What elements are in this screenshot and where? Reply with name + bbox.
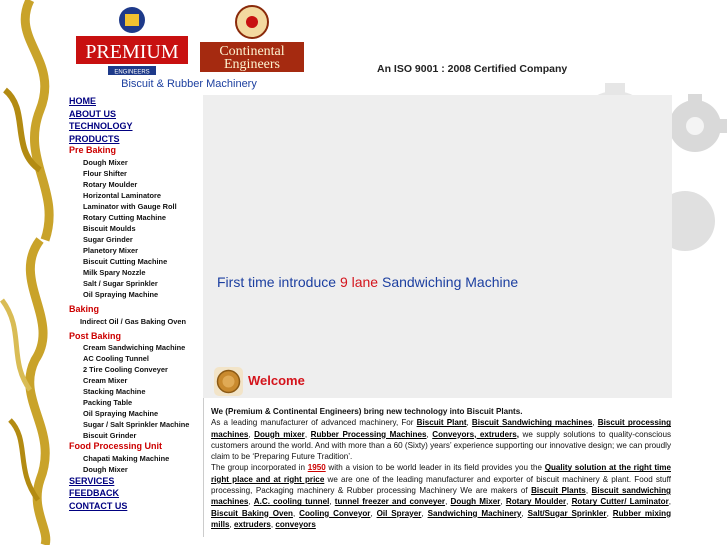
nav-item-oil-spraying-post[interactable]: Oil Spraying Machine [83, 409, 159, 419]
link-rotary-moulder[interactable]: Rotary Moulder [505, 497, 567, 507]
nav-item-oil-spraying[interactable]: Oil Spraying Machine [83, 289, 159, 299]
decorative-swirl-strip [0, 0, 62, 545]
premium-logo-sub: ENGINEERS [114, 69, 150, 76]
nav-item-horizontal-laminatore[interactable]: Horizontal Laminatore [83, 190, 162, 200]
nav-item-cream-sandwiching[interactable]: Cream Sandwiching Machine [83, 343, 186, 353]
headline-post: Sandwiching Machine [378, 274, 519, 290]
nav-item-stacking-machine[interactable]: Stacking Machine [83, 387, 146, 397]
intro-lead: We (Premium & Continental Engineers) bring new technology into Biscuit Plants. [211, 407, 523, 416]
headline-pre: First time introduce [217, 274, 340, 290]
continental-logo-line1: Continental [219, 44, 285, 59]
nav-item-rotary-cutting[interactable]: Rotary Cutting Machine [83, 212, 166, 222]
nav-item-tire-cooling-conveyer[interactable]: 2 Tire Cooling Conveyer [83, 365, 168, 375]
link-sandwiching-machinery[interactable]: Sandwiching Machinery [427, 508, 522, 518]
link-biscuit-sandwiching-machines[interactable]: Biscuit Sandwiching machines [471, 418, 593, 428]
link-biscuit-sandwiching[interactable]: Biscuit sandwiching machines [211, 486, 671, 507]
link-oil-sprayer[interactable]: Oil Sprayer [376, 508, 422, 518]
nav-item-biscuit-cutting[interactable]: Biscuit Cutting Machine [83, 256, 168, 266]
nav-home[interactable]: HOME [69, 96, 96, 106]
site-header [62, 0, 316, 95]
link-baking-oven[interactable]: Biscuit Baking Oven [211, 508, 293, 518]
intro-content: We (Premium & Continental Engineers) bring new technology into Biscuit Plants. As a leading manufacturer of advanced machinery, For Biscuit Plant, Biscuit Sandwiching machines, Biscuit processing machines, Dough mixer, Rubber Processing Machines, Conveyors, extruders, we supply solutions to quality-conscious customers around the world. And with more than a 60 (Sixty) years’ experience supporting our innovative design; we can proudly claim to be ‘Preparing Future Tradition’. The group incorporated in 1950 with a vision to be world leader in its field provides you the Quality solution at the right time right place and at right price we are one of the leading manufacturer and exporter of biscuit machinery & plant. Food stuff processing, Packaging machinery & Rubber processing Machinery We are makers of Biscuit Plants, Biscuit sandwiching machines, A.C. cooling tunnel, tunnel freezer and conveyer, Dough Mixer, Rotary Moulder, Rotary Cutter/ Laminator, Biscuit Baking Oven, Cooling Conveyor, Oil Sprayer, Sandwiching Machinery, Salt/Sugar Sprinkler, Rubber mixing mills, extruders, conveyors [211, 407, 672, 529]
nav-item-dough-mixer[interactable]: Dough Mixer [83, 157, 128, 167]
nav-products[interactable]: PRODUCTS [69, 133, 120, 144]
headline-highlight: 9 lane [339, 274, 379, 290]
premium-logo[interactable] [76, 4, 188, 76]
nav-technology[interactable]: TECHNOLOGY [69, 121, 133, 132]
link-dough-mixer-2[interactable]: Dough Mixer [450, 497, 501, 507]
section-baking: Baking [69, 303, 100, 314]
nav-item-flour-shifter[interactable]: Flour Shifter [83, 168, 127, 178]
link-salt-sugar-sprinkler[interactable]: Salt/Sugar Sprinkler [527, 508, 607, 518]
nav-item-planetory-mixer[interactable]: Planetory Mixer [83, 245, 139, 255]
nav-item-rotary-moulder[interactable]: Rotary Moulder [83, 179, 138, 189]
continental-logo[interactable] [200, 4, 304, 72]
nav-item-milk-spary-nozzle[interactable]: Milk Spary Nozzle [83, 267, 146, 277]
link-cooling-conveyor[interactable]: Cooling Conveyor [299, 508, 371, 518]
banner-headline [217, 274, 518, 290]
nav-item-packing-table[interactable]: Packing Table [83, 398, 133, 408]
nav-item-baking-oven[interactable]: Indirect Oil / Gas Baking Oven [80, 316, 186, 326]
link-biscuit-plants[interactable]: Biscuit Plants [531, 486, 586, 496]
link-rubber-mixing-mills[interactable]: Rubber mixing mills [211, 508, 672, 529]
nav-about-us[interactable]: ABOUT US [69, 108, 116, 119]
welcome-heading: Welcome [248, 373, 305, 388]
nav-item-sugar-salt-sprinkler[interactable]: Sugar / Salt Sprinkler Machine [83, 420, 190, 430]
sidebar-nav [62, 95, 204, 537]
link-tunnel-freezer[interactable]: tunnel freezer and conveyer [334, 497, 446, 507]
link-conveyors[interactable]: conveyors [275, 519, 316, 529]
link-rotary-cutter[interactable]: Rotary Cutter/ Laminator [571, 497, 669, 507]
banner-panel [203, 95, 672, 398]
section-pre-baking: Pre Baking [69, 145, 117, 156]
continental-logo-line2: Engineers [224, 57, 280, 72]
nav-item-laminator-gauge-roll[interactable]: Laminator with Gauge Roll [83, 201, 177, 211]
nav-feedback[interactable]: FEEDBACK [69, 488, 120, 499]
nav-item-salt-sugar-sprinkler[interactable]: Salt / Sugar Sprinkler [83, 278, 158, 288]
header-tagline: Biscuit & Rubber Machinery [121, 78, 257, 90]
link-dough-mixer[interactable]: Dough mixer [254, 429, 305, 439]
nav-item-cream-mixer[interactable]: Cream Mixer [83, 376, 128, 386]
intro-text-2: we supply solutions to quality-conscious customers around the world. And with more than a 60 (Sixty) years’ experience supporting our innovative design; we can proudly claim to be ‘Preparing Future Tradition’. [211, 429, 672, 462]
nav-item-sugar-grinder[interactable]: Sugar Grinder [83, 234, 133, 244]
link-quality-solution[interactable]: Quality solution at the right time right place and at right price [211, 463, 671, 484]
link-conveyors-extruders[interactable]: Conveyors, extruders, [432, 429, 519, 439]
group-text: The group incorporated in [211, 463, 308, 473]
section-post-baking: Post Baking [69, 330, 122, 341]
intro-text: As a leading manufacturer of advanced machinery, For [211, 418, 417, 428]
link-year-1950[interactable]: 1950 [307, 463, 326, 473]
nav-services[interactable]: SERVICES [69, 475, 115, 486]
biscuit-icon [214, 367, 243, 396]
section-food-processing: Food Processing Unit [69, 441, 163, 452]
iso-text: An ISO 9001 : 2008 Certified Company [377, 63, 568, 75]
nav-item-ac-cooling-tunnel[interactable]: AC Cooling Tunnel [83, 354, 149, 364]
nav-contact-us[interactable]: CONTACT US [69, 500, 128, 511]
premium-logo-text: PREMIUM [85, 41, 179, 63]
nav-item-dough-mixer-food[interactable]: Dough Mixer [83, 464, 128, 474]
link-extruders[interactable]: extruders [233, 519, 271, 529]
link-biscuit-plant[interactable]: Biscuit Plant [416, 418, 467, 428]
link-biscuit-processing-machines[interactable]: Biscuit processing machines [211, 418, 672, 439]
nav-item-biscuit-moulds[interactable]: Biscuit Moulds [83, 223, 136, 233]
nav-item-chapati-making[interactable]: Chapati Making Machine [83, 453, 170, 463]
nav-item-biscuit-grinder[interactable]: Biscuit Grinder [83, 431, 137, 441]
link-rubber-processing[interactable]: Rubber Processing Machines [310, 429, 427, 439]
link-ac-cooling-tunnel[interactable]: A.C. cooling tunnel [253, 497, 330, 507]
